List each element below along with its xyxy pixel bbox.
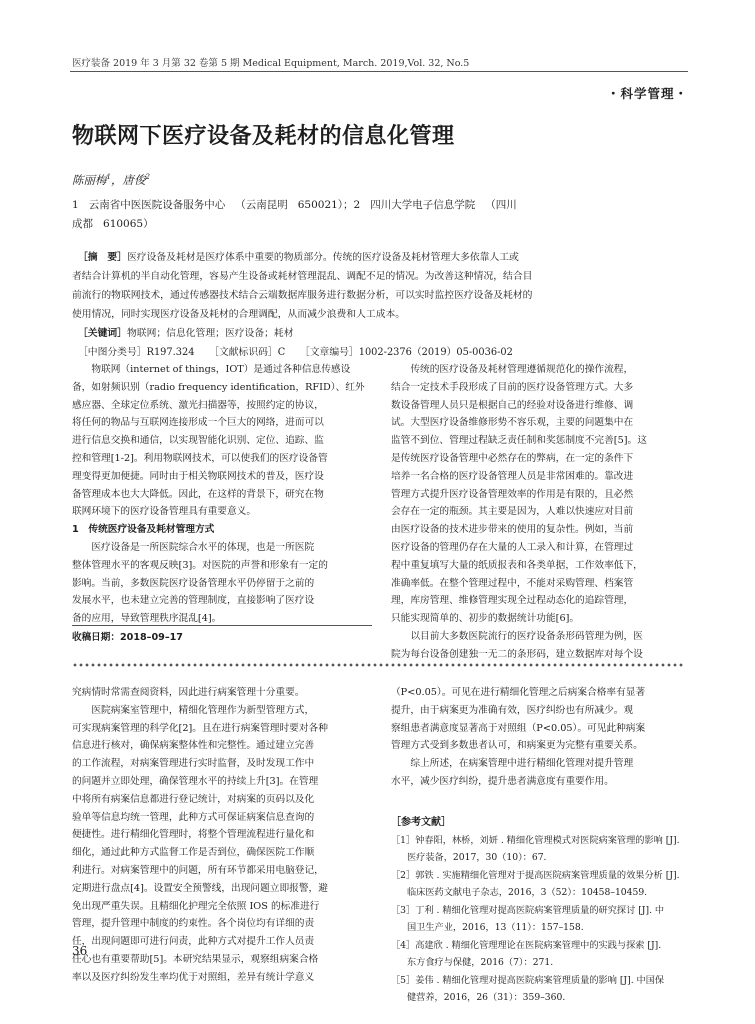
abstract-line: 前流行的物联网技术，通过传感器技术结合云端数据库服务进行数据分析，可以实时监控医疗设备及耗材的: [72, 290, 533, 301]
reference-item: ［1］钟春阳，林桥，刘妍 . 精细化管理模式对医院病案管理的影响 [J].: [391, 834, 680, 846]
author-2: 唐俊: [122, 173, 146, 187]
reference-item-cont: 健营养，2016，26（31）：359–360.: [407, 992, 566, 1003]
body-line: 任，出现问题即可进行问责，此种方式对提升工作人员责: [72, 936, 315, 948]
affiliation-line: 成都 610065）: [72, 218, 154, 230]
author-1-affil-mark: 1: [106, 173, 111, 182]
body-line: 的问题并立即处理，确保管理水平的持续上升[3]。在管理: [72, 775, 319, 787]
body-line: 医院病案室管理中，精细化管理作为新型管理方式，: [72, 704, 315, 716]
body-line: 定期进行盘点[4]。设置安全预警线，出现问题立即报警，避: [72, 882, 328, 894]
body-line: 备管理成本也大大降低。因此，在这样的背景下，研究在物: [72, 488, 324, 500]
body-line: 的工作流程，对病案管理进行实时监督，及时发现工作中: [72, 758, 315, 770]
body-line: 感应器、全球定位系统、激光扫描器等，按照约定的协议，: [72, 399, 324, 411]
body-line: （P<0.05）。可见在进行精细化管理之后病案合格率有显著: [391, 687, 646, 698]
body-line: 联网环境下的医疗设备管理具有重要意义。: [72, 506, 257, 518]
body-line: 率以及医疗纠纷发生率均优于对照组，差异有统计学意义: [72, 971, 315, 983]
body-line: 利进行。对病案管理中的问题，所有环节都采用电脑登记，: [72, 864, 324, 876]
body-line: 任心也有重要帮助[5]。本研究结果显示，观察组病案合格: [72, 953, 319, 965]
body-line: 整体管理水平的客观反映[3]。对医院的声誉和形象有一定的: [72, 559, 328, 571]
reference-item-cont: 东方食疗与保健，2016（7）：271.: [407, 957, 554, 968]
body-line: 中将所有病案信息都进行登记统计，对病案的页码以及化: [72, 793, 315, 805]
body-line: 便捷性。进行精细化管理时，将整个管理流程进行量化和: [72, 829, 315, 841]
author-1: 陈丽梅: [72, 173, 107, 187]
body-line: 由医疗设备的技术进步带来的使用的复杂性。例如，当前: [391, 524, 634, 536]
body-line: 免出现严重失误。且精细化护理完全依照 IOS 的标准进行: [72, 900, 320, 912]
reference-item-cont: 医疗装备，2017，30（10）：67.: [407, 852, 547, 863]
body-line: 理，库房管理、维修管理实现全过程动态化的追踪管理，: [391, 595, 634, 607]
body-line: 控和管理[1-2]。利用物联网技术，可以使我们的医疗设备管: [72, 452, 328, 464]
reference-item: ［5］姜伟 . 精细化管理对提高医院病案管理质量的影响 [J]. 中国保: [391, 974, 665, 986]
abstract-line: 使用情况，同时实现医疗设备及耗材的合理调配，从而减少浪费和人工成本。: [72, 309, 406, 320]
body-line: 管理，提升管理中制度的约束性。各个岗位均有详细的责: [72, 918, 315, 930]
keywords: 物联网；信息化管理；医疗设备；耗材: [126, 328, 294, 339]
body-line: 是传统医疗设备管理中必然存在的弊病，在一定的条件下: [391, 452, 634, 464]
body-line: 可实现病案管理的科学化[2]。且在进行病案管理时要对各种: [72, 722, 328, 734]
body-line: 细化，通过此种方式监督工作是否到位，确保医院工作顺: [72, 847, 315, 859]
received-date: 收稿日期：2018–09–17: [72, 632, 183, 643]
reference-item: ［4］高建欣 . 精细化管理理论在医院病案管理中的实践与探索 [J].: [391, 939, 662, 951]
abstract-label: ［摘 要］: [78, 252, 127, 263]
body-line: 察组患者满意度显著高于对照组（P<0.05）。可见此种病案: [391, 722, 646, 734]
author-2-affil-mark: 2: [145, 173, 150, 182]
body-line: 发展水平，也未建立完善的管理制度，直接影响了医疗设: [72, 595, 315, 607]
body-line: 程中重复填写大量的纸质报表和各类单据，工作效率低下，: [391, 559, 643, 571]
reference-item: ［3］丁利 . 精细化管理对提高医院病案管理质量的研究探讨 [J]. 中: [391, 904, 665, 916]
body-line: 提升，由于病案更为准确有效，医疗纠纷也有所减少。观: [391, 704, 634, 716]
body-line: 准确率低。在整个管理过程中，不能对采购管理、档案管: [391, 577, 634, 589]
article-title: 物联网下医疗设备及耗材的信息化管理: [72, 124, 455, 149]
reference-item: ［2］郭铁 . 实施精细化管理对于提高医院病案管理质量的效果分析 [J].: [391, 869, 680, 881]
body-line: 备，如射频识别（radio frequency identification，RFID）、红外: [72, 381, 365, 393]
body-line: 医疗设备的管理仍存在大量的人工录入和计算，在管理过: [391, 541, 634, 553]
received-rule: [72, 625, 372, 626]
header-rule: [70, 71, 688, 72]
reference-item-cont: 临床医药文献电子杂志，2016，3（52）：10458–10459.: [407, 887, 648, 898]
affiliation-line: 1 云南省中医医院设备服务中心 （云南昆明 650021）；2 四川大学电子信息学院 （四川: [72, 199, 517, 211]
body-line: 水平，减少医疗纠纷，提升患者满意度有重要作用。: [391, 775, 614, 787]
body-line: 监管不到位、管理过程缺乏责任制和奖惩制度不完善[5]。这: [391, 435, 647, 447]
body-line: 试。大型医疗设备维修形势不容乐观，主要的问题集中在: [391, 417, 634, 429]
body-line: 医疗设备是一所医院综合水平的体现，也是一所医院: [72, 541, 315, 553]
body-line: 信息进行核对，确保病案整体性和完整性。通过建立完善: [72, 740, 315, 752]
body-line: 会存在一定的瓶颈。其主要是因为，人难以快速应对目前: [391, 506, 634, 518]
section-heading: 1 传统医疗设备及耗材管理方式: [72, 524, 215, 536]
column-tag: ・科学管理・: [606, 86, 688, 101]
references-heading: ［参考文献］: [391, 817, 451, 828]
article-separator-dots: [72, 662, 684, 670]
body-line: 数设备管理人员只是根据自己的经验对设备进行维修、调: [391, 399, 634, 411]
body-line: 综上所述，在病案管理中进行精细化管理对提升管理: [391, 758, 634, 770]
body-right-bottom: [391, 684, 687, 791]
abstract-line: 者结合计算机的半自动化管理，容易产生设备或耗材管理混乱、调配不足的情况。为改善这种情况，结合目: [72, 271, 533, 282]
body-line: 究病情时常需查阅资料，因此进行病案管理十分重要。: [72, 687, 305, 698]
body-line: 理变得更加便捷。同时由于相关物联网技术的普及，医疗设: [72, 470, 324, 482]
body-line: 只能实现简单的、初步的数据统计功能[6]。: [391, 613, 580, 625]
body-line: 以目前大多数医院流行的医疗设备条形码管理为例，医: [391, 630, 643, 642]
body-right-top: [391, 361, 687, 664]
body-line: 备的应用，导致管理秩序混乱[4]。: [72, 613, 222, 625]
abstract-line: 医疗设备及耗材是医疗体系中重要的物质部分。传统的医疗设备及耗材管理大多依靠人工或: [126, 252, 519, 263]
running-head: 医疗装备 2019 年 3 月第 32 卷第 5 期 Medical Equipment, March. 2019,Vol. 32, No.5: [72, 58, 470, 69]
body-line: 管理方式提升医疗设备管理效率的作用是有限的，且必然: [391, 488, 634, 500]
body-left-bottom: [72, 684, 372, 987]
authors: [72, 172, 150, 188]
abstract-block: [72, 248, 684, 362]
body-line: 结合一定技术手段形成了目前的医疗设备管理方式。大多: [391, 381, 634, 393]
body-left-top: [72, 361, 372, 628]
body-line: 物联网（internet of things，IOT）是通过各种信息传感设: [72, 364, 351, 375]
body-line: 管理方式受到多数患者认可，和病案更为完整有重要关系。: [391, 740, 643, 752]
reference-item-cont: 国卫生产业，2016，13（11）：157–158.: [407, 922, 584, 933]
body-line: 培养一名合格的医疗设备管理人员是非常困难的。靠改进: [391, 470, 634, 482]
references: [391, 814, 687, 1007]
body-line: 验单等信息均统一管理，此种方式可保证病案信息查询的: [72, 811, 315, 823]
body-line: 进行信息交换和通信，以实现智能化识别、定位、追踪、监: [72, 435, 324, 447]
body-line: 将任何的物品与互联网连接形成一个巨大的网络，进而可以: [72, 417, 324, 429]
affiliations: [72, 196, 682, 234]
page-number: 36: [72, 944, 88, 958]
author-separator: ，: [110, 173, 123, 187]
classification-meta: ［中图分类号］R197.324 ［文献标识码］C ［文章编号］1002-2376（2019）05-0036-02: [78, 347, 513, 358]
body-line: 影响。当前，多数医院医疗设备管理水平仍停留于之前的: [72, 577, 315, 589]
keywords-label: ［关键词］: [78, 328, 127, 339]
body-line: 院为每台设备创建独一无二的条形码，建立数据库对每个设: [391, 648, 643, 660]
body-line: 传统的医疗设备及耗材管理遵循规范化的操作流程，: [391, 364, 634, 375]
